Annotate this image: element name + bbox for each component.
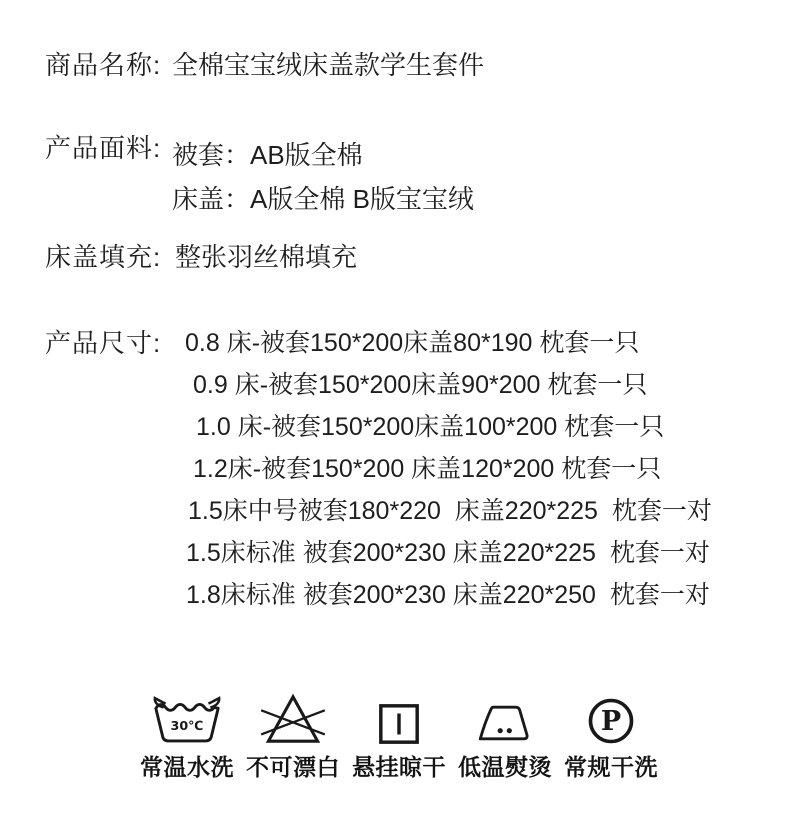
- care-item-iron: [458, 690, 552, 782]
- product-size-values: [183, 322, 712, 616]
- care-item-dry-clean: [564, 690, 658, 782]
- product-fabric-values: [172, 133, 474, 221]
- size-line-1-8-std: 1.8床标准 被套200*230 床盖220*250 枕套一对: [186, 581, 710, 609]
- care-label-no-bleach: 不可漂白: [246, 754, 340, 780]
- care-item-wash: [140, 690, 234, 782]
- bedcover-filling-value: 整张羽丝棉填充: [175, 242, 358, 272]
- dry-clean-letter-badge: P: [600, 706, 622, 737]
- care-label-wash: 常温水洗: [140, 754, 234, 780]
- size-line-1-5-mid: 1.5床中号被套180*220 床盖220*225 枕套一对: [188, 497, 712, 525]
- care-label-hang-dry: 悬挂晾干: [352, 754, 446, 780]
- size-line-1-5-std: 1.5床标准 被套200*230 床盖220*225 枕套一对: [186, 539, 710, 567]
- care-item-no-bleach: [246, 690, 340, 782]
- size-line-0-8: 0.8 床-被套150*200床盖80*190 枕套一只: [185, 329, 640, 357]
- bedcover-filling-label: 床盖填充:: [45, 242, 162, 272]
- size-line-1-2: 1.2床-被套150*200 床盖120*200 枕套一只: [193, 455, 662, 483]
- wash-temp-badge: 30℃: [170, 717, 204, 733]
- care-item-hang-dry: [352, 690, 446, 782]
- product-name-values: [172, 50, 484, 80]
- iron-low-temp-icon: [474, 690, 536, 746]
- do-not-bleach-icon: [258, 690, 328, 746]
- product-name-label: 商品名称:: [45, 50, 162, 80]
- product-name-value: 全棉宝宝绒床盖款学生套件: [172, 50, 485, 80]
- size-line-0-9: 0.9 床-被套150*200床盖90*200 枕套一只: [193, 371, 648, 399]
- fabric-duvet-cover-value: 被套：AB版全棉: [172, 140, 363, 170]
- hang-dry-icon: [377, 690, 421, 746]
- dry-clean-p-icon: [586, 690, 636, 746]
- size-line-1-0: 1.0 床-被套150*200床盖100*200 枕套一只: [196, 413, 665, 441]
- wash-30c-icon: [150, 690, 224, 746]
- care-label-iron: 低温熨烫: [458, 754, 552, 780]
- care-label-dry-clean: 常规干洗: [564, 754, 658, 780]
- product-size-label: 产品尺寸:: [45, 328, 162, 358]
- fabric-bed-cover-value: 床盖：A版全棉 B版宝宝绒: [172, 184, 474, 214]
- bedcover-filling-values: [175, 242, 357, 272]
- product-fabric-label: 产品面料:: [45, 133, 162, 163]
- care-instructions-row: [140, 690, 658, 782]
